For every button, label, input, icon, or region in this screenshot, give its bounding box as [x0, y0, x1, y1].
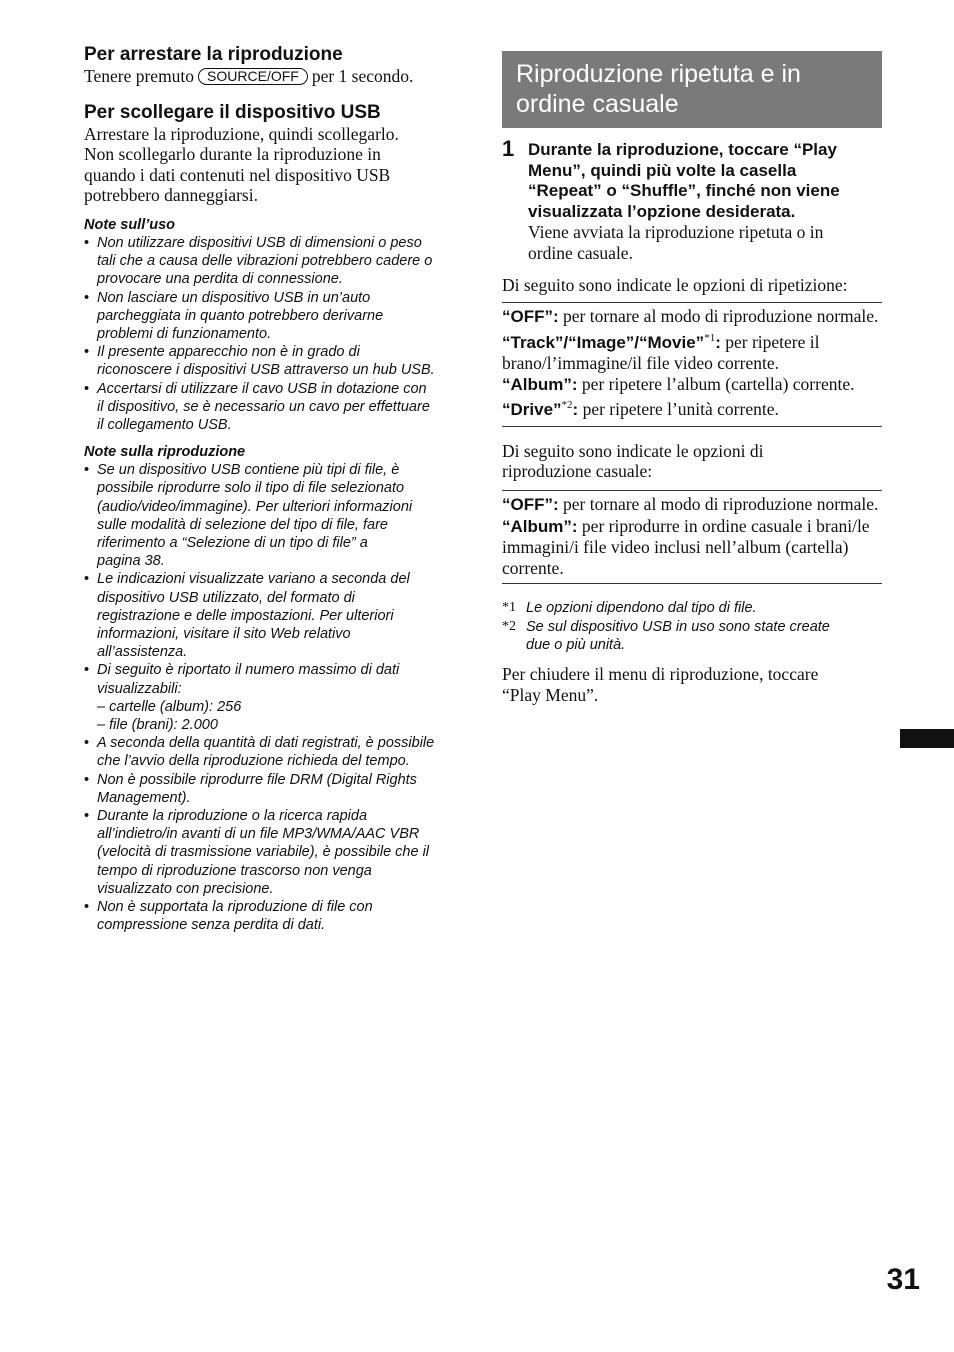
right-column — [502, 51, 882, 705]
left-column — [84, 44, 470, 934]
option-text: per tornare al modo di riproduzione normale. — [563, 306, 879, 327]
option-text: per ripetere l’album (cartella) corrente. — [581, 373, 855, 394]
shuffle-intro-line: riproduzione casuale: — [502, 461, 653, 482]
option-key: “Album”: — [502, 374, 578, 394]
option-key: “Album”: — [502, 516, 578, 536]
note-line: Se un dispositivo USB contiene più tipi di file, è — [97, 462, 400, 479]
note-line: possibile riprodurre solo il tipo di file selezionato — [97, 480, 405, 497]
bullet-icon: • — [84, 899, 90, 916]
usage-notes-title: Note sull’uso — [84, 216, 176, 233]
note-line: (velocità di trasmissione variabile), è possibile che il — [97, 844, 430, 861]
playback-notes-title: Note sulla riproduzione — [84, 444, 246, 461]
disconnect-line: potrebbero danneggiarsi. — [84, 185, 258, 206]
note-line: Le indicazioni visualizzate variano a seconda del — [97, 571, 410, 588]
repeat-option-drive — [502, 395, 882, 420]
disconnect-line: quando i dati contenuti nel dispositivo USB — [84, 164, 391, 185]
step-text — [528, 222, 882, 263]
note-line: tempo di riproduzione trascorso non venga — [97, 862, 372, 879]
disconnect-heading: Per scollegare il dispositivo USB — [84, 101, 381, 123]
playback-notes-list — [84, 461, 470, 934]
closing-line: Per chiudere il menu di riproduzione, toccare — [502, 663, 819, 684]
footnote-1 — [502, 599, 882, 617]
note-line: Management). — [97, 789, 191, 806]
note-line: – cartelle (album): 256 — [97, 698, 242, 715]
note-item — [84, 661, 470, 734]
option-key: “Drive” — [502, 400, 562, 420]
footnotes — [502, 599, 882, 654]
footnote-ref: *2 — [561, 399, 573, 412]
option-text: per ripetere il brano/l’immagine/il file video corrente. — [502, 331, 820, 374]
note-line: Non utilizzare dispositivi USB di dimensioni o peso — [97, 234, 422, 251]
bullet-icon: • — [84, 289, 90, 306]
note-line: il dispositivo, se è necessario un cavo per effettuare — [97, 398, 430, 415]
note-line: compressione senza perdita di dati. — [97, 917, 326, 934]
note-line: tali che a causa delle vibrazioni potrebbero cadere o — [97, 253, 433, 270]
bullet-icon: • — [84, 808, 90, 825]
repeat-option-off — [502, 306, 882, 328]
option-colon: : — [572, 400, 579, 420]
section-tab-marker — [900, 729, 954, 748]
note-line: pagina 38. — [97, 553, 165, 570]
note-line: Non lasciare un dispositivo USB in un’auto — [97, 289, 371, 306]
note-line: – file (brani): 2.000 — [97, 717, 218, 734]
footnote-text: Le opzioni dipendono dal tipo di file. — [526, 600, 757, 617]
note-line: che l’avvio della riproduzione richieda del tempo. — [97, 753, 410, 770]
note-line: Durante la riproduzione o la ricerca rapida — [97, 808, 368, 825]
source-off-button-label: SOURCE/OFF — [198, 68, 308, 85]
note-line: il collegamento USB. — [97, 417, 232, 433]
note-line: visualizzato con precisione. — [97, 880, 274, 897]
shuffle-option-off — [502, 494, 882, 516]
note-item — [84, 289, 470, 344]
shuffle-intro — [502, 441, 882, 482]
footnote-text: due o più unità. — [526, 636, 626, 653]
note-item — [84, 898, 470, 934]
note-line: (audio/video/immagine). Per ulteriori informazioni — [97, 498, 413, 515]
step-number: 1 — [502, 136, 515, 161]
note-line: all’indietro/in avanti di un file MP3/WMA/AAC VBR — [97, 826, 420, 843]
step-heading-line: visualizzata l’opzione desiderata. — [528, 201, 796, 221]
note-item — [84, 343, 470, 379]
page-number: 31 — [886, 1263, 920, 1296]
option-text: per tornare al modo di riproduzione normale. — [563, 493, 879, 514]
option-text: per ripetere l’unità corrente. — [582, 399, 779, 420]
closing-line: “Play Menu”. — [502, 684, 599, 705]
repeat-option-track — [502, 328, 882, 374]
disconnect-line: Arrestare la riproduzione, quindi scollegarlo. — [84, 123, 399, 144]
disconnect-line: Non scollegarlo durante la riproduzione in — [84, 144, 381, 165]
closing-text — [502, 664, 882, 705]
note-line: dispositivo USB utilizzato, del formato di — [97, 589, 355, 606]
banner-line: ordine casuale — [516, 90, 679, 118]
bullet-icon: • — [84, 571, 90, 588]
repeat-options-table — [502, 302, 882, 427]
bullet-icon: • — [84, 462, 90, 479]
bullet-icon: • — [84, 380, 90, 397]
note-line: informazioni, visitare il sito Web relativo — [97, 626, 351, 643]
step-text-line: Viene avviata la riproduzione ripetuta o in — [528, 222, 824, 243]
bullet-icon: • — [84, 234, 90, 251]
stop-text-before: Tenere premuto — [84, 66, 195, 86]
footnote-2 — [502, 618, 882, 654]
step-heading — [528, 140, 882, 222]
footnote-ref: *1 — [704, 331, 716, 344]
note-line: sulle modalità di selezione del tipo di file, fare — [97, 516, 388, 533]
repeat-intro: Di seguito sono indicate le opzioni di ripetizione: — [502, 274, 848, 295]
note-line: visualizzabili: — [97, 680, 182, 697]
step-heading-line: Durante la riproduzione, toccare “Play — [528, 140, 837, 159]
note-item — [84, 771, 470, 807]
note-item — [84, 807, 470, 898]
bullet-icon: • — [84, 735, 90, 752]
note-item — [84, 380, 470, 435]
note-line: Il presente apparecchio non è in grado di — [97, 344, 360, 361]
note-line: all’assistenza. — [97, 644, 188, 661]
note-item — [84, 234, 470, 289]
option-key: “OFF”: — [502, 307, 559, 327]
bullet-icon: • — [84, 662, 90, 679]
shuffle-options-table — [502, 490, 882, 584]
repeat-option-album — [502, 374, 882, 396]
step-1 — [502, 136, 882, 264]
note-line: Non è supportata la riproduzione di file con — [97, 899, 373, 916]
bullet-icon: • — [84, 771, 90, 788]
bullet-icon: • — [84, 344, 90, 361]
step-heading-line: Menu”, quindi più volte la casella — [528, 160, 797, 180]
note-line: parcheggiata in quanto potrebbero derivarne — [97, 307, 384, 324]
shuffle-intro-line: Di seguito sono indicate le opzioni di — [502, 440, 764, 461]
step-text-line: ordine casuale. — [528, 242, 633, 263]
disconnect-text — [84, 124, 470, 206]
step-heading-line: “Repeat” o “Shuffle”, finché non viene — [528, 181, 840, 201]
note-line: A seconda della quantità di dati registrati, è possibile — [97, 735, 435, 752]
note-line: Accertarsi di utilizzare il cavo USB in dotazione con — [97, 380, 427, 397]
stop-heading: Per arrestare la riproduzione — [84, 44, 343, 65]
section-banner — [502, 51, 882, 128]
banner-line: Riproduzione ripetuta e in — [516, 60, 801, 88]
option-colon: : — [715, 332, 721, 352]
footnote-text: Se sul dispositivo USB in uso sono state create — [526, 618, 830, 635]
note-item — [84, 734, 470, 770]
note-line: riconoscere i dispositivi USB attraverso un hub USB. — [97, 362, 435, 379]
footnote-mark: *2 — [502, 618, 516, 634]
note-item — [84, 570, 470, 661]
option-key: “OFF”: — [502, 494, 559, 514]
stop-text — [84, 66, 470, 87]
shuffle-option-album — [502, 516, 882, 579]
note-item — [84, 461, 470, 570]
note-line: riferimento a “Selezione di un tipo di file” a — [97, 535, 368, 552]
note-line: Di seguito è riportato il numero massimo di dati — [97, 662, 400, 679]
usage-notes-list — [84, 234, 470, 434]
option-key: “Track”/“Image”/“Movie” — [502, 332, 705, 352]
footnote-mark: *1 — [502, 600, 516, 616]
note-line: registrazione e delle impostazioni. Per ulteriori — [97, 607, 394, 624]
option-text: per riprodurre in ordine casuale i brani/le immagini/i file video inclusi nell’album (cartella) corrente. — [502, 515, 870, 578]
note-line: provocare una perdita di connessione. — [97, 271, 343, 288]
note-line: Non è possibile riprodurre file DRM (Digital Rights — [97, 771, 417, 788]
note-line: problemi di funzionamento. — [97, 325, 272, 342]
stop-text-after: per 1 secondo. — [311, 66, 414, 86]
